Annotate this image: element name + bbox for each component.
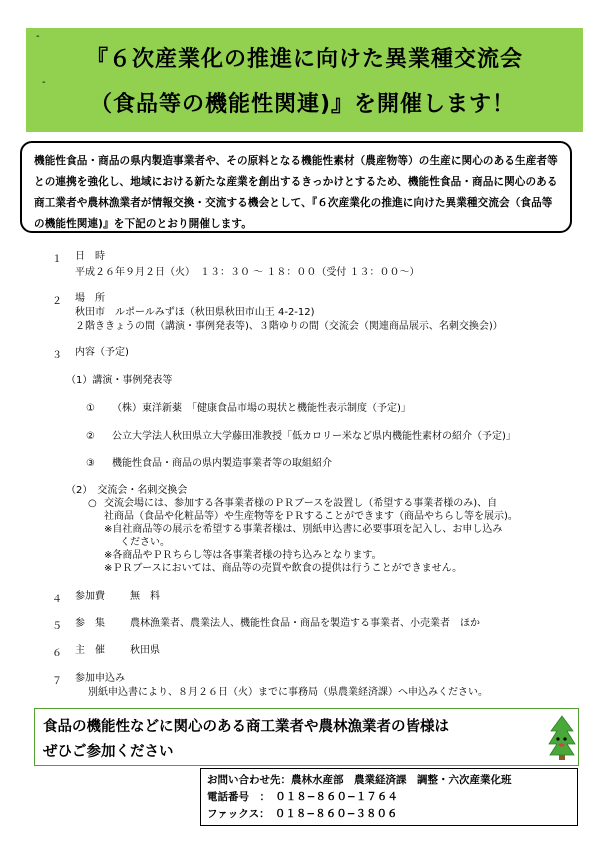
- host-value: 秋田県: [130, 645, 160, 656]
- dash-mark: -: [42, 77, 46, 88]
- exchange-text: 社商品（食品や化粧品等）や生産物等をＰＲすることができます（商品やちらし等を展示)。: [104, 511, 518, 522]
- section-number: ６: [52, 648, 62, 659]
- section-number: ４: [52, 594, 62, 605]
- host-label: 主 催: [75, 645, 105, 656]
- date-label: 日 時: [75, 251, 105, 262]
- place-venue: 秋田市 ルポールみずほ（秋田県秋田市山王 4-2-12): [75, 307, 315, 318]
- title-line-2: （食品等の機能性関連)』を開催します！: [90, 92, 516, 117]
- intro-text: 機能性食品・商品の県内製造事業者や、その原料となる機能性素材（農産物等）の生産に関心のある生産者等との連携を強化し、地域における新たな産業を創出するきっかけとするため、機能性食品・商品に関心のある商工業者や農林漁業者が情報交換・交流する機会として、『６次産業化の推進に向けた異業種交流会（食品等の機能性関連)』を下記のとおり開催します。: [34, 155, 558, 230]
- program-item: 公立大学法人秋田県立大学藤田准教授「低カロリー米など県内機能性素材の紹介（予定)」: [112, 431, 516, 442]
- item-mark: ②: [86, 431, 95, 442]
- contact-fax: ファックス： ０１８−８６０−３８０６: [207, 808, 398, 820]
- participants-label: 参 集: [75, 618, 105, 629]
- program-item: 機能性食品・商品の県内製造事業者等の取組紹介: [112, 458, 332, 469]
- section-number: １: [52, 254, 62, 265]
- exchange-mark: ○: [88, 498, 97, 509]
- section-number: ５: [52, 621, 62, 632]
- exchange-note: ※ＰＲブースにおいては、商品等の売買や飲食の提供は行うことができません。: [104, 563, 463, 574]
- content-sub-1: （1）講演・事例発表等: [66, 375, 173, 386]
- section-number: ３: [52, 350, 62, 361]
- contact-department: お問い合わせ先：農林水産部 農業経済課 調整・六次産業化班: [207, 774, 512, 786]
- exchange-note: ください。: [120, 537, 170, 548]
- section-number: ２: [52, 296, 62, 307]
- fee-label: 参加費: [75, 591, 105, 602]
- title-banner: [26, 28, 583, 132]
- exchange-text: 交流会場には、参加する各事業者様のＰＲブースを設置し（希望する事業者様のみ)、自: [104, 498, 498, 509]
- section-number: ７: [52, 676, 62, 687]
- apply-label: 参加申込み: [75, 673, 125, 684]
- contact-box: [200, 768, 578, 826]
- content-sub-2: （2） 交流会・名刺交換会: [66, 485, 188, 496]
- item-mark: ①: [86, 403, 95, 414]
- closing-line-2: ぜひご参加ください: [43, 744, 174, 760]
- tree-mascot-icon: [547, 715, 577, 761]
- date-value: 平成２６年９月２日（火） １３：３０ 〜 １８：００（受付 １３：００〜）: [75, 267, 420, 278]
- closing-line-1: 食品の機能性などに関心のある商工業者や農林漁業者の皆様は: [43, 719, 449, 735]
- dash-mark: -: [36, 31, 40, 42]
- place-rooms: ２階ききょうの間（講演・事例発表等)、３階ゆりの間（交流会（関連商品展示、名刺交換会)）: [75, 321, 503, 332]
- exchange-note: ※自社商品等の展示を希望する事業者様は、別紙申込書に必要事項を記入し、お申し込み: [104, 524, 503, 535]
- exchange-note: ※各商品やＰＲちらし等は各事業者様の持ち込みとなります。: [104, 550, 382, 561]
- title-line-1: 『６次産業化の推進に向けた異業種交流会: [85, 47, 523, 72]
- participants-value: 農林漁業者、農業法人、機能性食品・商品を製造する事業者、小売業者 ほか: [130, 618, 480, 629]
- program-item: （株）東洋新薬 「健康食品市場の現状と機能性表示制度（予定)」: [112, 403, 411, 414]
- intro-box: [20, 141, 572, 233]
- fee-value: 無 料: [130, 591, 160, 602]
- content-label: 内容（予定): [75, 347, 129, 358]
- place-label: 場 所: [75, 293, 105, 304]
- apply-text: 別紙申込書により、８月２６日（火）までに事務局（県農業経済課）へ申込みください。: [88, 687, 488, 698]
- item-mark: ③: [86, 458, 95, 469]
- contact-phone: 電話番号 ： ０１８−８６０−１７６４: [207, 791, 398, 803]
- closing-message-box: [34, 708, 579, 766]
